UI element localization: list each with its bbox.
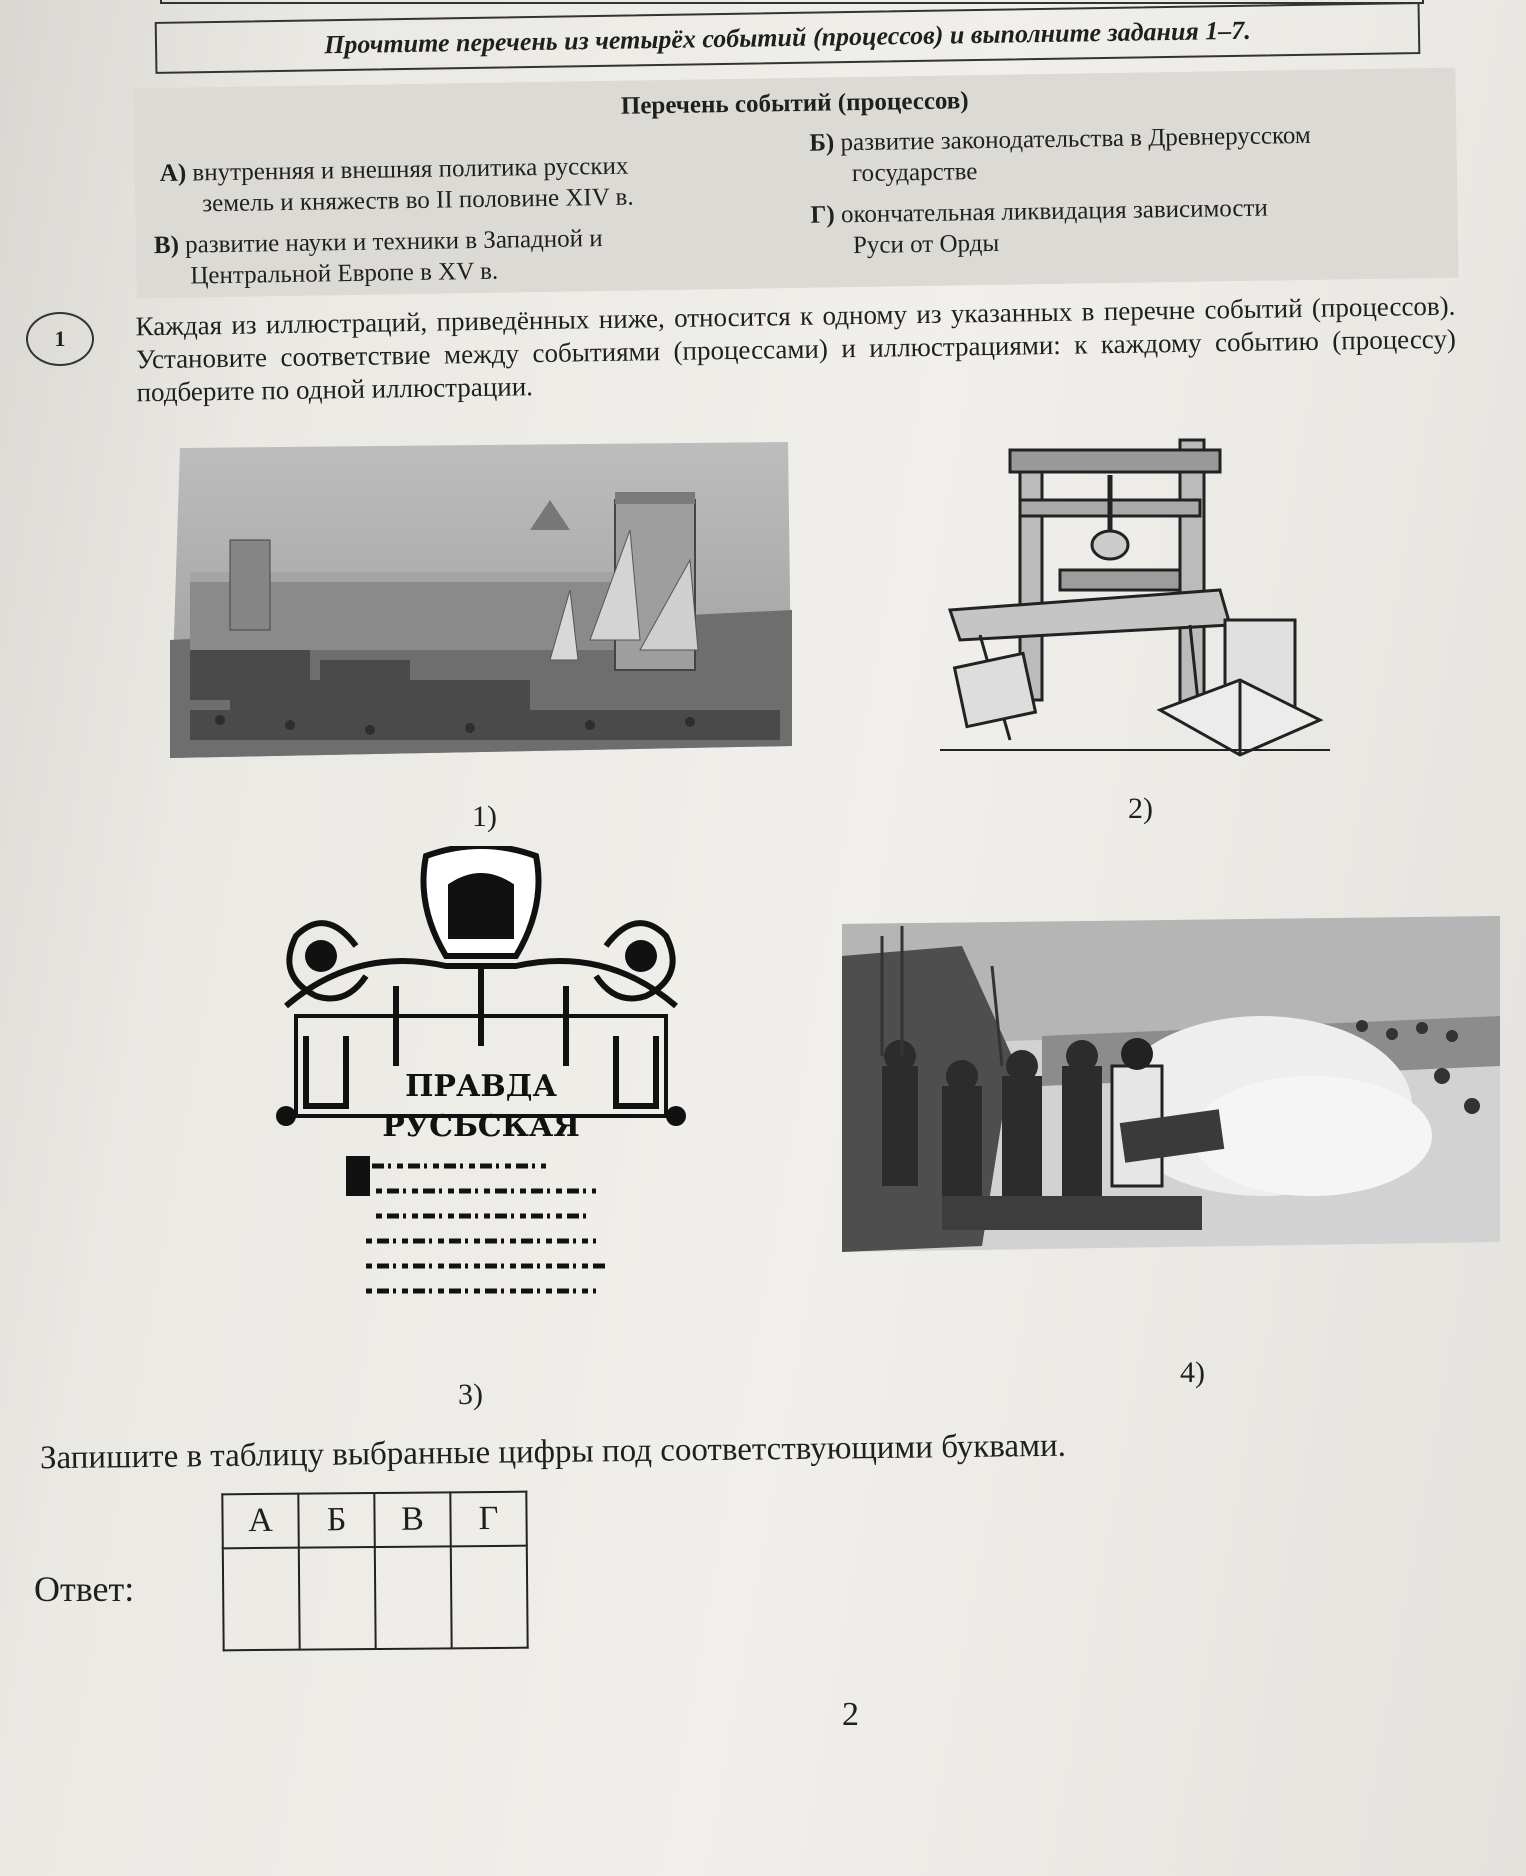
event-text-cont: Центральной Европе в XV в. [190,257,499,290]
instruction-text: Прочтите перечень из четырёх событий (процессов) и выполните задания 1–7. [323,15,1252,60]
column-header-g: Г [450,1492,526,1547]
answer-table [221,1491,528,1652]
pravda-heading: ПРАВДА [405,1069,557,1104]
cut-title [160,0,1424,4]
event-text: окончательная ликвидация зависимости [840,194,1269,229]
answer-cell-a[interactable] [223,1548,300,1651]
task-number: 1 [26,312,94,366]
events-title: Перечень событий (процессов) [620,87,969,120]
pravda-russkaya-illustration [266,846,696,1306]
column-header-v: В [374,1492,450,1547]
caption-2: 2) [1128,792,1153,825]
answer-cell-v[interactable] [375,1546,452,1649]
event-g [810,190,1441,262]
event-text-cont: Руси от Орды [852,229,1000,260]
event-text: развитие законодательства в Древнерусском [840,121,1311,157]
answer-label: Ответ: [34,1569,135,1609]
event-text: внутренняя и внешняя политика русских [192,152,629,187]
column-header-a: А [222,1494,298,1549]
instruction-box [155,2,1421,74]
event-a [160,149,741,220]
column-header-b: Б [298,1493,374,1548]
event-text: развитие науки и техники в Западной и [184,225,603,259]
caption-4: 4) [1180,1356,1205,1389]
event-v [154,221,765,293]
russkaya-heading: РУСЬСКАЯ [382,1109,580,1144]
caption-3: 3) [458,1378,483,1411]
event-letter: Г) [810,201,835,229]
printing-press-illustration [940,420,1330,770]
event-b [809,118,1430,190]
events-panel [133,68,1458,299]
ugra-standoff-illustration [842,916,1500,1252]
event-letter: В) [153,231,180,260]
answer-cell-g[interactable] [451,1546,528,1649]
answer-cell-b[interactable] [299,1547,376,1650]
event-letter: Б) [809,129,835,157]
kremlin-illustration [170,440,798,760]
event-text-cont: государстве [851,158,978,188]
answer-prompt: Запишите в таблицу выбранные цифры под соответствующими буквами. [39,1427,1067,1477]
event-text-cont: земель и княжеств во II половине XIV в. [202,183,634,218]
page-number: 2 [842,1696,859,1733]
caption-1: 1) [472,800,497,833]
task-text: Каждая из иллюстраций, приведённых ниже, относится к одному из указанных в перечне событий (процессов). Установите соответствие между событиями (процессами) и иллюстрациями: к каждому событию (процессу) подберите по одной иллюстрации. [135,290,1457,408]
event-letter: А) [159,159,187,187]
